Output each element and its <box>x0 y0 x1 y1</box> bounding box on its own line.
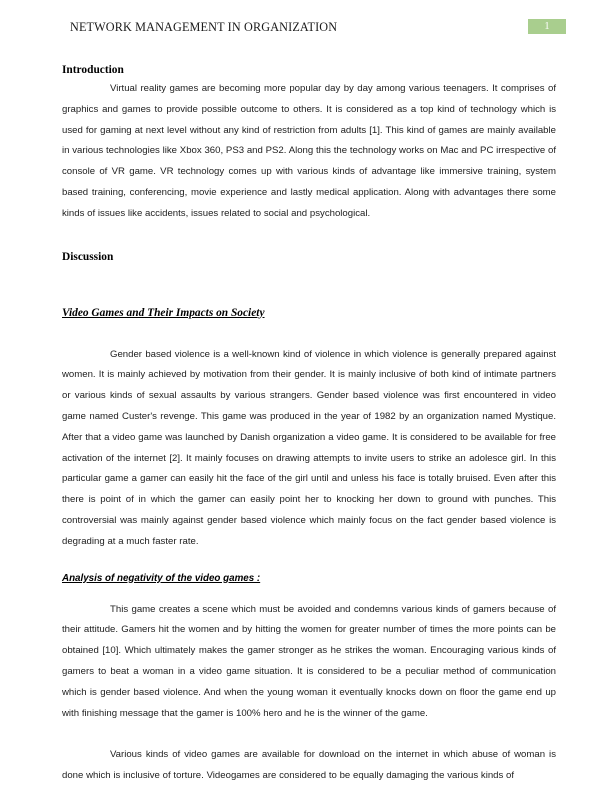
page-number-label: 1 <box>544 21 550 32</box>
page-number-badge <box>528 19 566 34</box>
document-body <box>62 62 556 787</box>
paragraph-video-games: Gender based violence is a well-known kind of violence in which violence is generally prepared against women. It is mainly achieved by motivation from their gender. It is mainly inclusive of both kind of intimate partners or various kinds of sexual assaults by various strangers. Gender based violence was first encountered in video game named Custer's revenge. This game was produced in the year of 1982 by an organization named Mystique. After that a video game was launched by Danish organization a video game. It is considered to be available for free activation of the internet [2]. It mainly focuses on drawing attempts to invite users to strike an adolesce girl. In this particular game a gamer can easily hit the face of the girl until and unless his face is totally bruised. Even after this there is point of in which the gamer can easily point her to knocking her down to ground with punches. This controversial was mainly against gender based violence which mainly focus on the fact gender based violence is degrading at a much faster rate. <box>62 348 556 547</box>
heading-introduction: Introduction <box>62 64 124 76</box>
paragraph-introduction: Virtual reality games are becoming more popular day by day among various teenagers. It comprises of graphics and games to provide possible outcome to others. It is considered as a top kind of technology which is used for gaming at next level without any kind of restriction from adults [1]. This kind of games are mainly available in various technologies like Xbox 360, PS3 and PS2. Along this the technology works on Mac and PC irrespective of console of VR game. VR technology comes up with various kinds of advantage like immersive training, system based training, conferencing, movie experience and lastly medical application. Along with advantages there some kinds of issues like accidents, issues related to social and psychological. <box>62 83 556 219</box>
header-title: NETWORK MANAGEMENT IN ORGANIZATION <box>70 20 338 34</box>
subheading-video-games: Video Games and Their Impacts on Society <box>62 306 265 319</box>
subheading-analysis-wrap <box>62 568 556 587</box>
subheading-analysis-negativity: Analysis of negativity of the video games : <box>62 572 261 584</box>
heading-discussion: Discussion <box>62 250 114 263</box>
subheading-video-games-wrap <box>62 303 556 321</box>
paragraph-analysis-one: This game creates a scene which must be avoided and condemns various kinds of gamers because of their attitude. Gamers hit the women and by hitting the women for greater number of times the more points can be obtained [10]. Which ultimately makes the gamer stronger as he strikes the woman. Encouraging various kinds of gamers to beat a woman in a video game situation. It is considered to be a peculiar method of communication which is gender based violence. And when the young woman it eventually knocks down on floor the game end up with finishing message that the gamer is 100% hero and he is the winner of the game. <box>62 603 556 719</box>
paragraph-analysis-two: Various kinds of video games are available for download on the internet in which abuse of woman is done which is inclusive of torture. Videogames are considered to be equally damaging the various kinds of <box>62 749 556 782</box>
page-header <box>0 18 612 44</box>
